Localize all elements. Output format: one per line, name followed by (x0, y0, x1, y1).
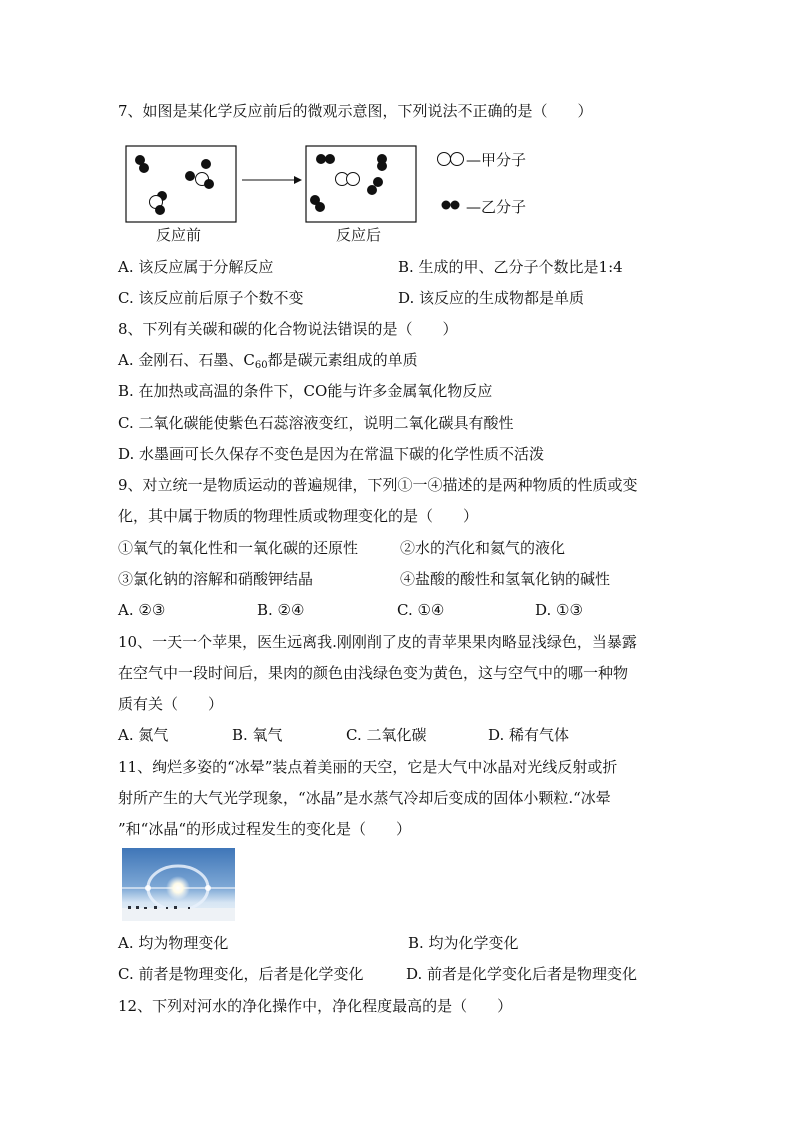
q7-option-d: D. 该反应的生成物都是单质 (398, 289, 585, 307)
legend-jia-label: —甲分子 (466, 151, 527, 169)
q10-option-c: C. 二氧化碳 (346, 726, 427, 744)
after-molecules (311, 155, 387, 212)
q9-stem-line2: 化，其中属于物质的物理性质或物理变化的是（ ） (118, 507, 479, 525)
q11-option-d: D. 前者是化学变化后者是物理变化 (406, 965, 638, 983)
q11-stem-line1: 11、绚烂多姿的“冰晕”装点着美丽的天空，它是大气中冰晶对光线反射或折 (118, 758, 618, 776)
after-label: 反应后 (336, 226, 382, 244)
legend-yi-icon (442, 201, 460, 210)
q10-option-b: B. 氧气 (232, 726, 283, 744)
q11-stem-line3: ”和“冰晶“的形成过程发生的变化是（ ） (118, 820, 412, 838)
q10-option-d: D. 稀有气体 (488, 726, 570, 744)
q9-option-b: B. ②④ (257, 601, 305, 619)
q8-stem: 8、下列有关碳和碳的化合物说法错误的是（ ） (118, 320, 458, 338)
q7-option-b: B. 生成的甲、乙分子个数比是1:4 (398, 258, 623, 276)
q9-item-4: ④盐酸的酸性和氢氧化钠的碱性 (400, 570, 611, 588)
ice-halo-image (122, 848, 235, 921)
ice-halo-photo (122, 848, 235, 921)
before-molecules (136, 156, 214, 215)
q11-option-b: B. 均为化学变化 (408, 934, 519, 952)
q7-stem: 7、如图是某化学反应前后的微观示意图，下列说法不正确的是（ ） (118, 102, 593, 120)
q8-option-c: C. 二氧化碳能使紫色石蕊溶液变红，说明二氧化碳具有酸性 (118, 414, 514, 432)
q12-stem: 12、下列对河水的净化操作中，净化程度最高的是（ ） (118, 997, 513, 1015)
q9-option-a: A. ②③ (118, 601, 166, 619)
before-label: 反应前 (156, 226, 202, 244)
q8-option-a: A. 金刚石、石墨、$C_{60}$都是碳元素组成的单质 (118, 351, 418, 371)
q10-stem-line2: 在空气中一段时间后，果肉的颜色由浅绿色变为黄色，这与空气中的哪一种物 (118, 664, 629, 682)
q9-option-c: C. ①④ (397, 601, 445, 619)
q10-stem-line3: 质有关（ ） (118, 695, 224, 713)
q9-option-d: D. ①③ (535, 601, 583, 619)
q7-option-a: A. 该反应属于分解反应 (118, 258, 274, 276)
q10-stem-line1: 10、一天一个苹果，医生远离我.刚刚削了皮的青苹果果肉略显浅绿色，当暴露 (118, 633, 637, 651)
legend-jia-icon (438, 153, 464, 166)
q7-option-c: C. 该反应前后原子个数不变 (118, 289, 304, 307)
q11-option-a: A. 均为物理变化 (118, 934, 229, 952)
q8-option-b: B. 在加热或高温的条件下，CO能与许多金属氧化物反应 (118, 382, 493, 400)
q10-option-a: A. 氮气 (118, 726, 169, 744)
q8-option-d: D. 水墨画可长久保存不变色是因为在常温下碳的化学性质不活泼 (118, 445, 545, 463)
q9-item-3: ③氯化钠的溶解和硝酸钾结晶 (118, 570, 314, 588)
q9-stem-line1: 9、对立统一是物质运动的普遍规律，下列①一④描述的是两种物质的性质或变 (118, 476, 638, 494)
q9-item-1: ①氧气的氧化性和一氧化碳的还原性 (118, 539, 359, 557)
q11-stem-line2: 射所产生的大气光学现象，“冰晶”是水蒸气冷却后变成的固体小颗粒.“冰晕 (118, 789, 611, 807)
q11-option-c: C. 前者是物理变化，后者是化学变化 (118, 965, 364, 983)
legend-yi-label: —乙分子 (466, 198, 527, 216)
q9-item-2: ②水的汽化和氦气的液化 (400, 539, 566, 557)
